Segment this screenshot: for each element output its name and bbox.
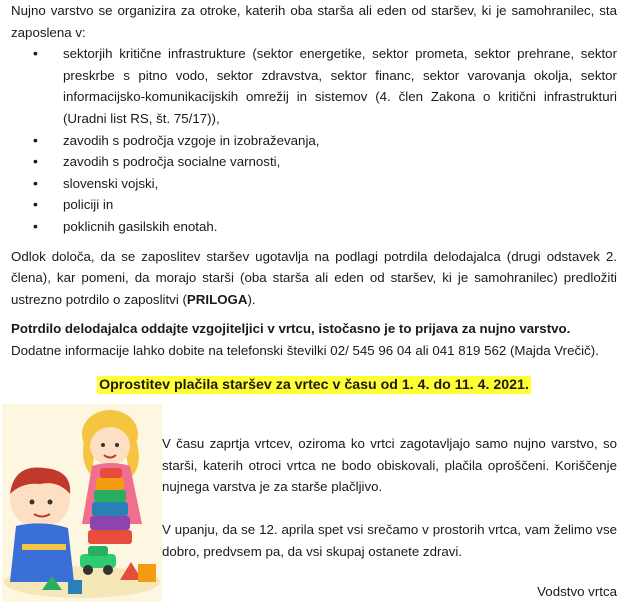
signoff: Vodstvo vrtca — [537, 584, 617, 599]
highlighted-text: Oprostitev plačila staršev za vrtec v času od 1. 4. do 11. 4. 2021. — [99, 376, 529, 393]
closing-paragraph: V upanju, da se 12. aprila spet vsi srečamo v prostorih vrtca, vam želimo vse dobro, predvsem pa, da vsi skupaj ostanete zdravi. — [162, 522, 617, 559]
list-item: • zavodih s področja vzgoje in izobraževanja, — [11, 130, 617, 152]
list-item: • poklicnih gasilskih enotah. — [11, 216, 617, 238]
list-item: • slovenski vojski, — [11, 173, 617, 195]
contact-info: Dodatne informacije lahko dobite na telefonski številki 02/ 545 96 04 ali 041 819 562 (Majda Vrečič). — [11, 342, 599, 358]
submit-note: Potrdilo delodajalca oddajte vzgojiteljici v vrtcu, istočasno je to prijava za nujno varstvo. — [11, 321, 571, 337]
exemption-paragraph: V času zaprtja vrtcev, oziroma ko vrtci zagotavljajo samo nujno varstvo, so starši, katerih otroci vrtca ne bodo obiskovali, plačila oproščeni. Koriščenje nujnega varstva je za starše plačljivo. — [162, 436, 617, 495]
exemption-heading — [11, 374, 617, 397]
list-item: • sektorjih kritične infrastrukture (sektor energetike, sektor prometa, sektor prehrane, sektor preskrbe s pitno vodo, sektor zdravstva, sektor financ, sektor varovanja okolja, sektor informacijsko-komunikacijskih omrežij in sistemov (4. člen Zakona o kritični infrastrukturi (Uradni list RS, št. 75/17)), — [11, 43, 617, 129]
decision-paragraph: Odlok določa, da se zaposlitev staršev ugotavlja na podlagi potrdila delodajalca (drugi odstavek 2. člena), kar pomeni, da morajo starši (oba starša ali eden od staršev, ki je samohranilec) predložiti ustrezno potrdilo o zaposlitvi (PRILOGA). — [11, 248, 617, 307]
list-item: • policiji in — [11, 194, 617, 216]
sector-list — [11, 43, 617, 237]
attachment-label: PRILOGA — [186, 291, 248, 307]
children-playing-illustration — [2, 404, 162, 602]
document-page — [11, 0, 617, 396]
list-item: • zavodih s področja socialne varnosti, — [11, 151, 617, 173]
intro-paragraph: Nujno varstvo se organizira za otroke, katerih oba starša ali eden od staršev, ki je samohranilec, sta zaposlena v: — [11, 3, 617, 40]
